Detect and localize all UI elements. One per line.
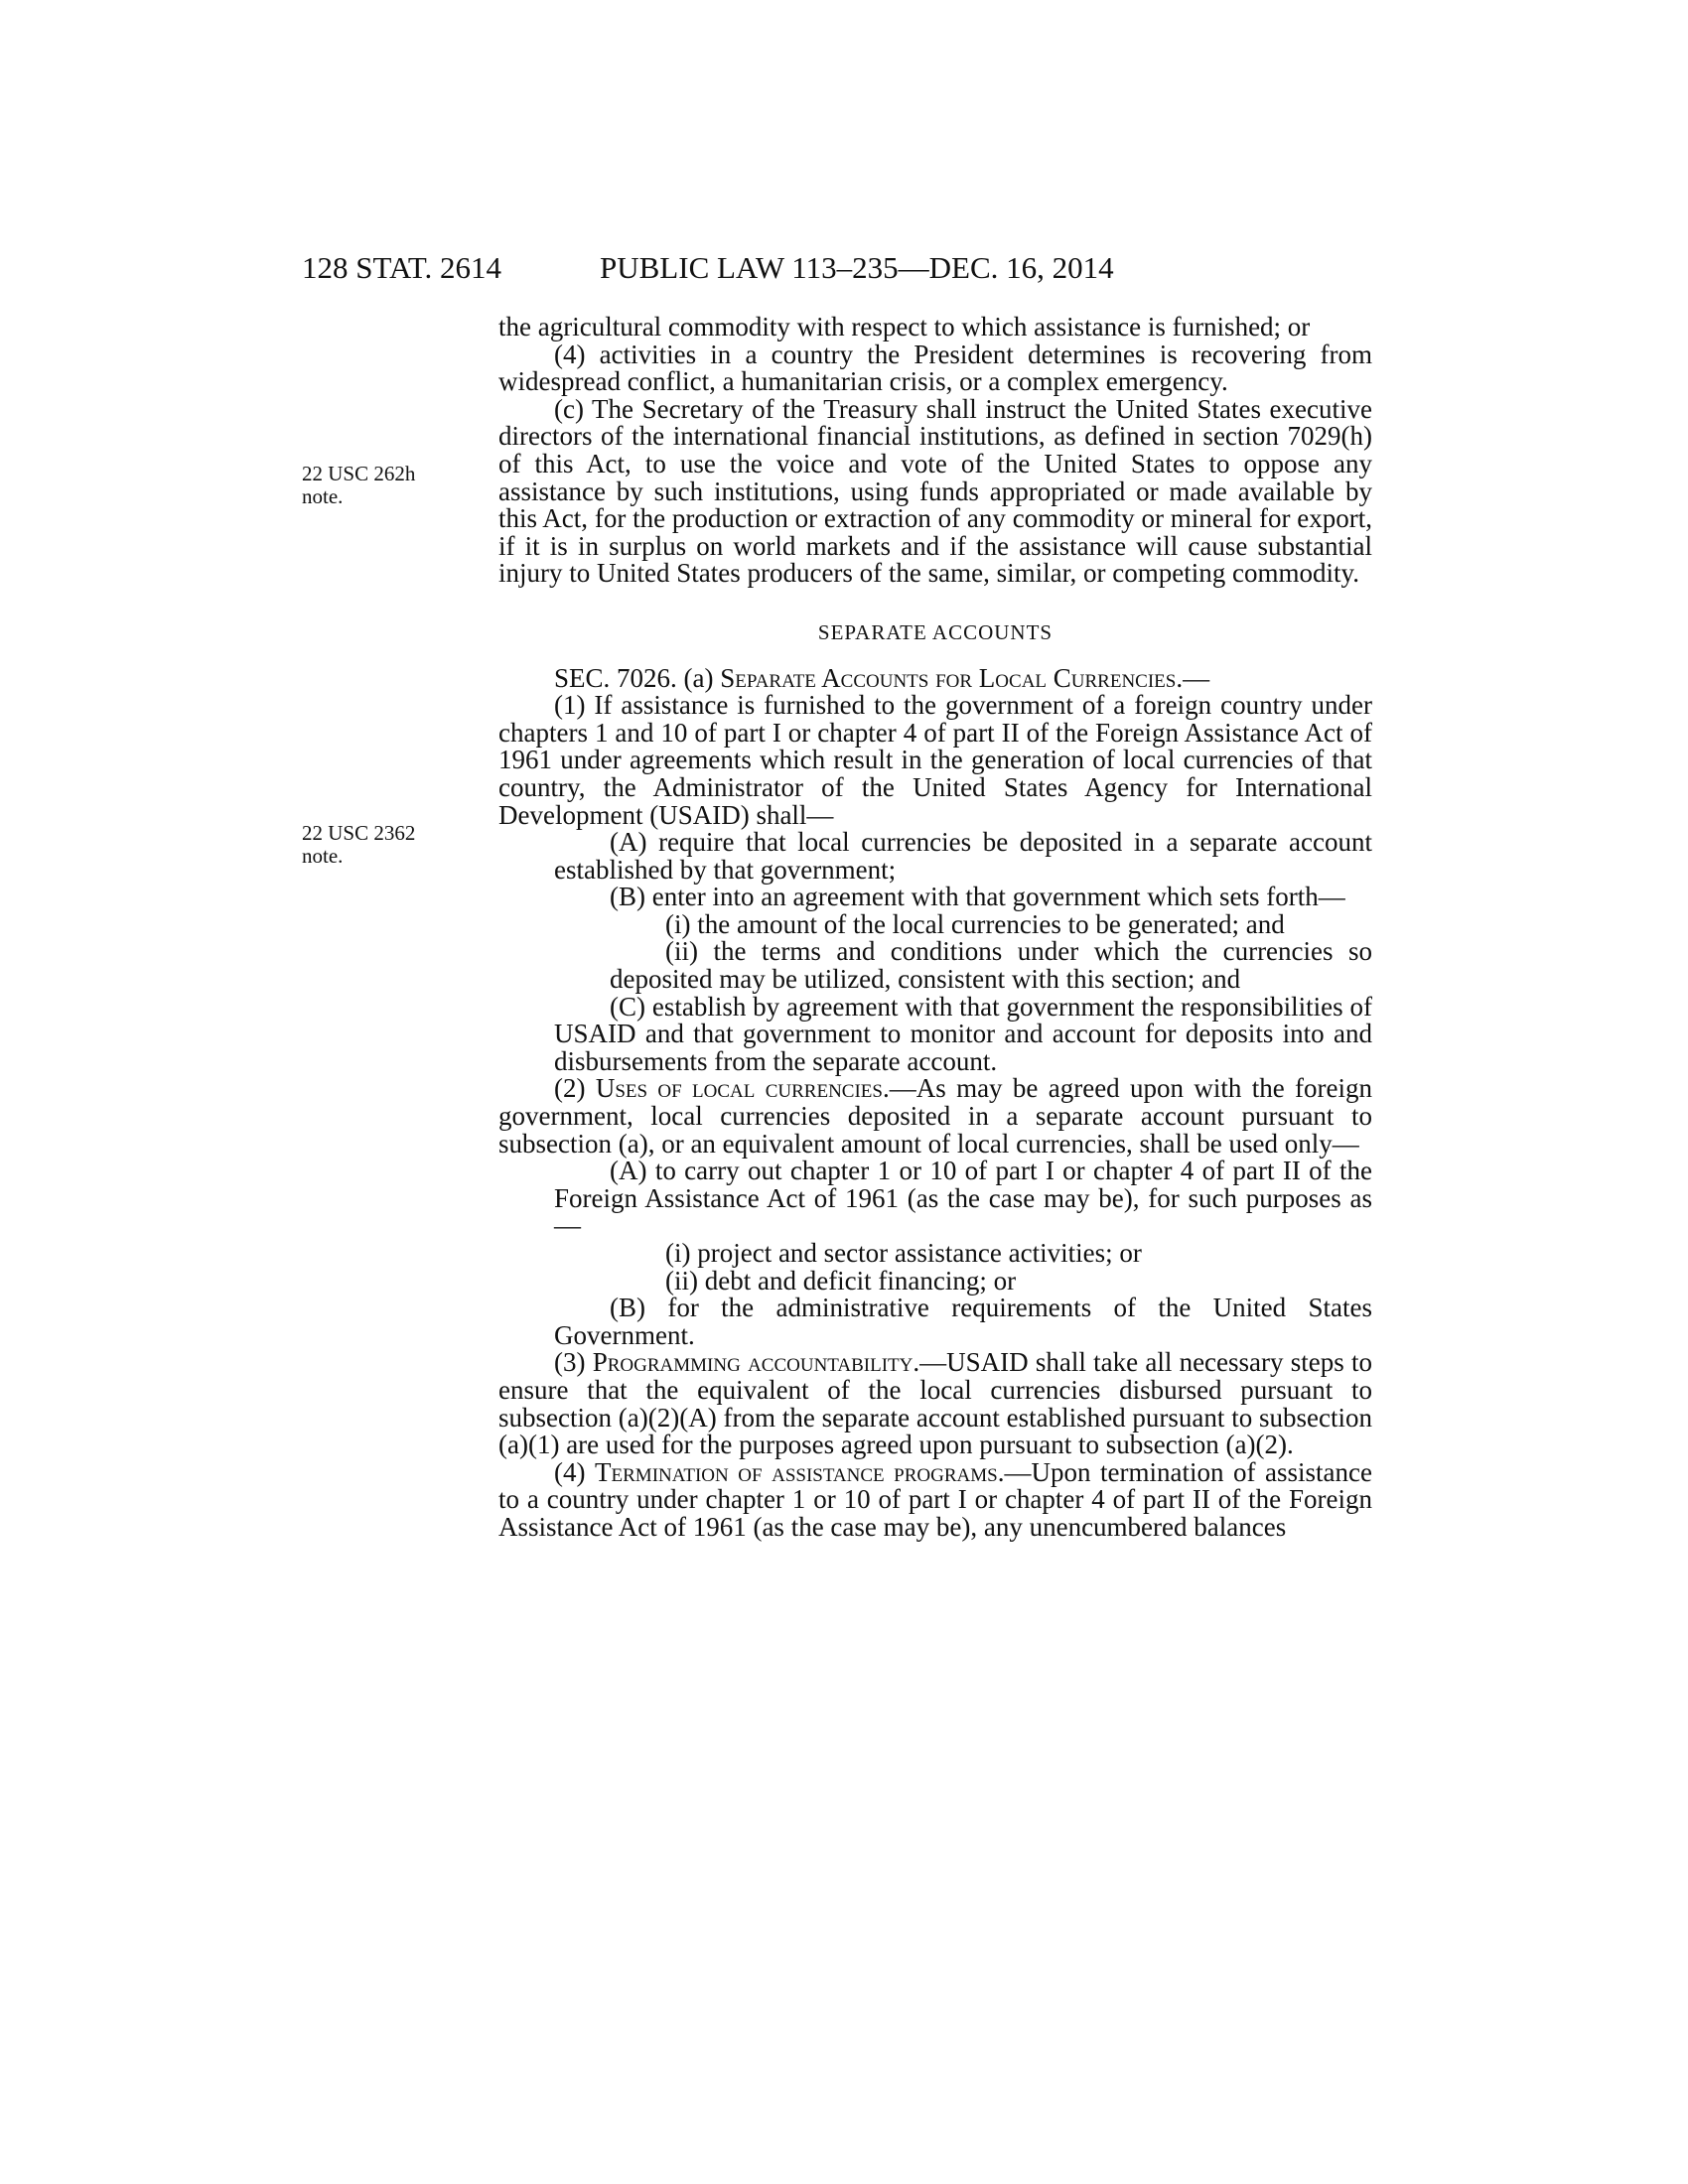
paragraph: (1) If assistance is furnished to the government of a foreign country under chapters 1 and 10 of part I or chapter 4 of part II of the Foreign Assistance Act of 1961 under agreements which result in the generation of local currencies of that country, the Administrator of the United States Agency for International Development (USAID) shall—	[498, 690, 1372, 830]
paragraph-text: —USAID shall take all necessary steps to ensure that the equivalent of the local currencies disbursed pursuant to subsection (a)(2)(A) from the separate account established pursuant to subsection (a)(1) are used for the purposes agreed upon pursuant to subsection (a)(2).	[498, 1347, 1372, 1460]
paragraph: (i) project and sector assistance activities; or	[665, 1238, 1142, 1268]
paragraph-label: (3)	[554, 1347, 593, 1378]
paragraph: (B) for the administrative requirements of the United States Government.	[554, 1293, 1372, 1350]
paragraph: (4) activities in a country the President determines is recovering from widespread conflict, a humanitarian crisis, or a complex emergency.	[498, 339, 1372, 397]
running-header-title: PUBLIC LAW 113–235—DEC. 16, 2014	[600, 250, 1114, 285]
paragraph-heading: Programming accountability.	[592, 1347, 920, 1378]
page-reference: 128 STAT. 2614	[302, 250, 502, 285]
paragraph: (C) establish by agreement with that government the responsibilities of USAID and that government to monitor and account for deposits into and disbursements from the separate account.	[554, 991, 1372, 1076]
paragraph: (A) require that local currencies be deposited in a separate account established by that government;	[554, 827, 1372, 885]
margin-note-line: note.	[302, 844, 344, 868]
paragraph-text: —As may be agreed upon with the foreign government, local currencies deposited in a separate account pursuant to subsection (a), or an equivalent amount of local currencies, shall be used only—	[498, 1073, 1373, 1159]
paragraph	[498, 1349, 1372, 1458]
paragraph-label: (4)	[554, 1456, 596, 1487]
section-label: SEC. 7026. (a)	[554, 662, 721, 693]
section-heading: SEPARATE ACCOUNTS	[817, 619, 1054, 644]
paragraph: (c) The Secretary of the Treasury shall instruct the United States executive directors of the international financial institutions, as defined in section 7029(h) of this Act, to use the voice and vote of the United States to oppose any assistance by such institutions, using funds appropriated or made available by this Act, for the production or extraction of any commodity or mineral for export, if it is in surplus on world markets and if the assistance will cause substantial injury to United States producers of the same, similar, or competing commodity.	[498, 393, 1372, 589]
paragraph-heading: Uses of local currencies.	[595, 1073, 890, 1104]
paragraph: the agricultural commodity with respect to which assistance is furnished; or	[498, 312, 1311, 341]
paragraph: (i) the amount of the local currencies to be generated; and	[665, 908, 1285, 939]
margin-note-line: 22 USC 262h	[302, 462, 416, 485]
document-body	[498, 314, 1372, 1542]
margin-note-line: 22 USC 2362	[302, 821, 416, 845]
paragraph	[498, 1075, 1372, 1158]
paragraph-label: (2)	[554, 1073, 596, 1104]
paragraph-text: —Upon termination of assistance to a country under chapter 1 or 10 of part I or chapter 4 of part II of the Foreign Assistance Act of 1961 (as the case may be), any unencumbered balances	[498, 1456, 1373, 1542]
subsection-heading: Separate Accounts for Local Currencies.—	[720, 662, 1210, 693]
margin-note-citation	[302, 822, 441, 868]
paragraph-heading: Termination of assistance programs.	[595, 1456, 1005, 1487]
paragraph: (ii) the terms and conditions under which the currencies so deposited may be utilized, consistent with this section; and	[610, 936, 1372, 995]
paragraph: (A) to carry out chapter 1 or 10 of part I or chapter 4 of part II of the Foreign Assistance Act of 1961 (as the case may be), for such purposes as—	[554, 1156, 1372, 1241]
paragraph: (ii) debt and deficit financing; or	[665, 1265, 1017, 1296]
margin-note-line: note.	[302, 484, 344, 508]
paragraph: (B) enter into an agreement with that government which sets forth—	[610, 882, 1345, 912]
section-intro	[498, 662, 1372, 693]
margin-note-citation	[302, 463, 441, 508]
paragraph	[498, 1456, 1373, 1542]
